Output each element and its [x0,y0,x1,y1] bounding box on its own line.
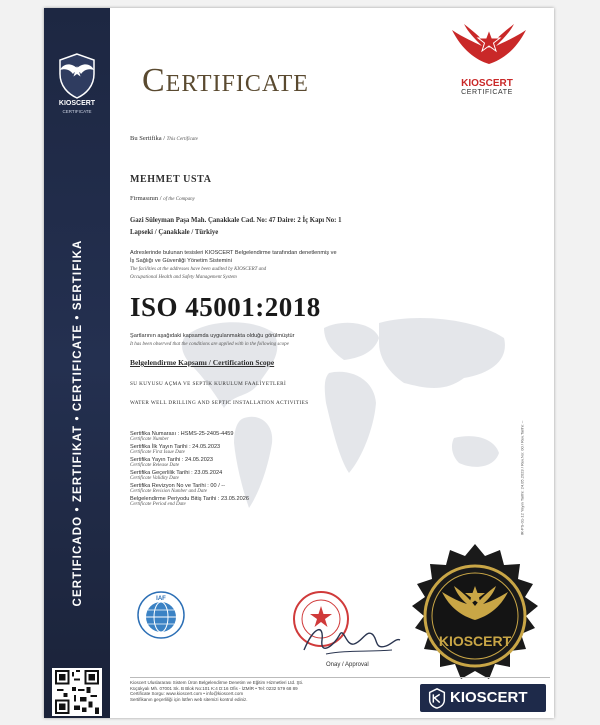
detail-label: Sertifika İlk Yayın Tarihi : 24.05.2023 [130,444,221,450]
kioscert-red-eagle-logo [448,20,530,78]
footer-logo [420,684,546,712]
address-line-1: Gazi Süleyman Paşa Mah. Çanakkale Cad. No: 47 Daire: 2 İç Kapı No: 1 [130,217,342,224]
audit-tr-2: İş Sağlığı ve Güvenliği Yönetim Sistemini [130,258,232,264]
conditions-tr: Şartlarının aşağıdaki kapsamda uygulanmakta olduğu görülmüştür [130,333,295,339]
footer-logo-text: KIOSCERT [450,689,528,706]
iaf-label: IAF [156,596,166,602]
kioscert-mark-icon [426,687,448,709]
qr-code-icon [52,668,102,716]
brand-name: KIOSCERT [461,78,513,89]
iso-standard: ISO 45001:2018 [130,292,321,322]
gold-eagle-seal-icon [400,542,550,692]
detail-sub: Certificate First Issue Date [130,450,185,455]
footer-line-3: Certificate Sorgu: www.kioscert.com • info@kioscert.com [130,691,244,697]
company-tr: Firmasının [130,195,159,202]
address-line-2: Lapseki / Çanakkale / Türkiye [130,229,219,236]
footer-line-4: Sertifikanın geçerliliği için lütfen web sitemizi kontrol ediniz. [130,696,248,702]
certificate-sheet [44,8,554,718]
intro-line: Bu Sertifika / This Certificate [130,135,198,142]
detail-item [130,457,370,468]
vertical-certificate-text: CERTIFICADO • ZERTIFIKAT • CERTIFICATE • SERTIFIKA [72,239,84,607]
detail-item [130,431,370,442]
company-en: of the Company [163,197,195,202]
detail-label: Sertifika Revizyon No ve Tarihi : 00 / -- [130,483,226,489]
footer-divider [130,677,550,678]
detail-item [130,496,370,507]
signature-icon [296,616,406,662]
approval-label: Onay / Approval [326,662,369,668]
sidebar-brand: KIOSCERT [58,100,96,107]
detail-label: Sertifika Numarası : HSMS-25-2405-4459 [130,431,234,437]
detail-item [130,470,370,481]
detail-item [130,483,370,494]
seal-brand: KIOSCERT [438,633,512,649]
detail-label: Belgelendirme Periyodu Bitiş Tarihi : 23.05.2026 [130,496,249,502]
detail-item [130,444,370,455]
details-list [130,431,370,509]
footer-line-2: Küçükyalı Mh. 07001 Sk. B Blok No:101 K:4 D:16 Ofis - İZMİR • Tel: 0232 579 68 89 [130,685,298,691]
detail-sub: Certificate Release Date [130,463,180,468]
form-code: IR-PS-01-12 Yayın Tarihi: 24.05.2023 / Rev.No: 00 / Rev.Tarihi: -- [519,420,525,536]
kioscert-eagle-icon [54,48,100,100]
sidebar-band [44,8,110,718]
detail-sub: Certificate Validity Date [130,476,179,481]
detail-sub: Certificate Revision Number and Date [130,489,207,494]
audit-en-1: The facilities at the addresses have been audited by KIOSCERT and [130,267,267,272]
scope-title: Belgelendirme Kapsamı / Certification Scope [130,358,275,367]
page-title: Certificate [142,62,309,99]
detail-sub: Certificate Period end Date [130,502,186,507]
scope-en: WATER WELL DRILLING AND SEPTIC INSTALLATION ACTIVITIES [130,400,309,406]
scope-tr: SU KUYUSU AÇMA VE SEPTİK KURULUM FAALİYETLERİ [130,381,287,387]
conditions-en: It has been observed that the conditions are applied with in the following scope [130,342,289,347]
detail-label: Sertifika Yayın Tarihi : 24.05.2023 [130,457,214,463]
intro-tr: Bu Sertifika [130,135,162,142]
detail-label: Sertifika Geçerlilik Tarihi : 23.05.2024 [130,470,223,476]
company-line: Firmasının / of the Company [130,195,195,202]
holder-name: MEHMET USTA [130,174,212,185]
sidebar-brand-sub: CERTIFICATE [62,109,92,114]
footer-address [130,680,390,703]
audit-en-2: Occupational Health and Safety Management System [130,275,237,280]
footer-line-1: Kioscert Uluslararası Sistem Ürün Belgelendirme Denetim ve Eğitim Hizmetleri Ltd. Şti. [130,680,304,685]
detail-sub: Certificate Number [130,437,169,442]
intro-en: This Certificate [166,137,198,142]
audit-tr-1: Adreslerinde bulunan tesisleri KIOSCERT Belgelendirme tarafından denetlenmiş ve [130,250,337,256]
iaf-globe-icon [136,590,186,640]
brand-subtitle: CERTIFICATE [461,89,513,96]
